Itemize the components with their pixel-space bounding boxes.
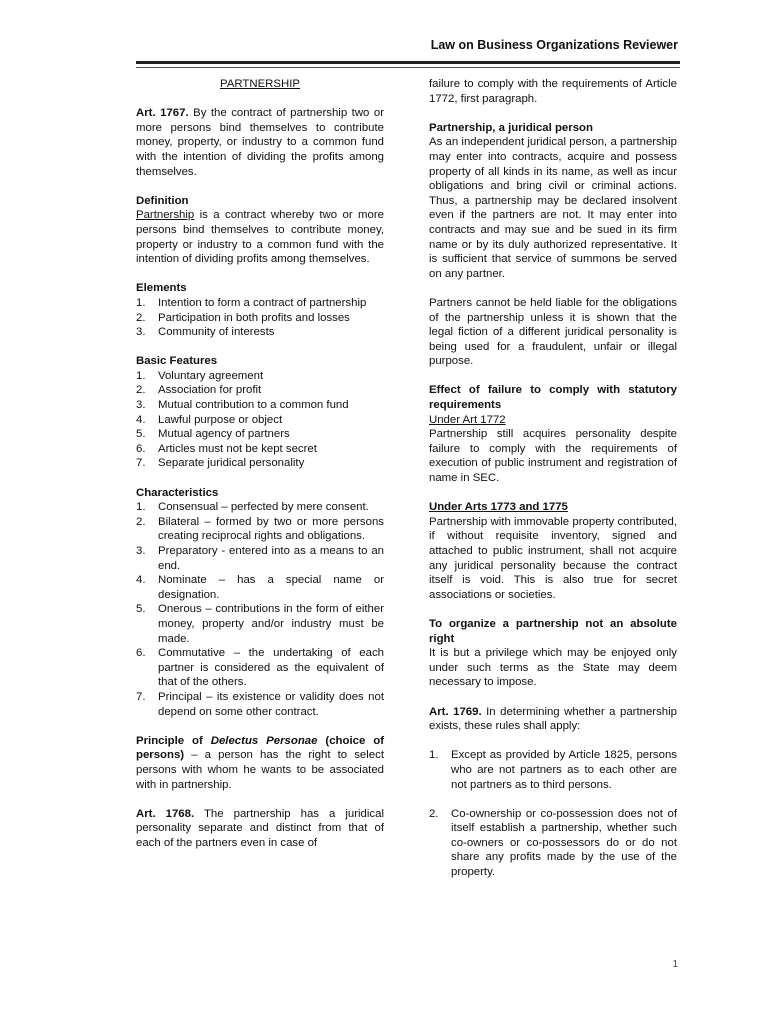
delectus-text: – a person has the right to select persons with whom he wants to be associated with in partnership.: [136, 749, 384, 791]
art-1767-label: Art. 1767.: [136, 107, 189, 120]
delectus-pre: Principle of: [136, 734, 211, 747]
list-number: 4.: [136, 574, 146, 587]
list-item: [136, 456, 384, 471]
list-number: 1.: [136, 296, 146, 309]
list-number: 2.: [136, 515, 146, 528]
left-column: [136, 77, 384, 850]
list-text: Intention to form a contract of partnership: [158, 296, 367, 309]
list-text: Onerous – contributions in the form of either money, property and/or industry must be made.: [158, 603, 384, 645]
list-number: 3.: [136, 545, 146, 557]
list-item: [136, 500, 384, 515]
list-item: [429, 748, 677, 792]
list-number: 1.: [429, 749, 439, 762]
list-item: [136, 296, 384, 311]
list-number: 7.: [136, 457, 146, 470]
juridical-person-paragraph: As an independent juridical person, a partnership may enter into contracts, acquire and possess property of all kinds in its name, as well as incur obligations and bring civil or criminal actions. Thus, a partnership may be declared insolvent even if the partners are not. It may enter into contracts and may sue and be sued in its firm name or by its duly authorized representative. It is sufficient that service of summons be served on any partner.: [429, 136, 677, 280]
organize-partnership-paragraph: It is but a privilege which may be enjoyed only under such terms as the State may deem necessary to impose.: [429, 647, 677, 689]
list-item: [136, 398, 384, 413]
list-number: 5.: [136, 603, 146, 616]
list-item: [429, 807, 677, 880]
list-number: 1.: [136, 369, 146, 382]
list-item: [136, 413, 384, 428]
list-item: [136, 369, 384, 384]
art-1769-paragraph: [429, 705, 677, 734]
list-text: Association for profit: [158, 384, 262, 397]
delectus-post: (choice of persons): [136, 734, 384, 762]
under-art-1772-paragraph: Partnership still acquires personality despite failure to comply with the requirements of execution of public instrument and registration of name in SEC.: [429, 428, 677, 485]
section-title: PARTNERSHIP: [220, 78, 300, 90]
list-text: Commutative – the undertaking of each partner is considered as the equivalent of that of the others.: [158, 647, 384, 689]
list-number: 5.: [136, 428, 146, 441]
under-arts-1773-1775-heading: Under Arts 1773 and 1775: [429, 501, 568, 514]
art-1767-text: By the contract of partnership two or more persons bind themselves to contribute money, property, or industry to a common fund with the intention of dividing the profits among themselves.: [136, 107, 384, 178]
list-number: 3.: [136, 326, 146, 339]
header-rule-thick: [136, 61, 680, 64]
list-item: [136, 544, 384, 573]
list-number: 2.: [429, 807, 439, 820]
list-number: 6.: [136, 647, 146, 660]
document-header-title: Law on Business Organizations Reviewer: [430, 38, 678, 52]
list-item: [136, 311, 384, 326]
basic-features-list: [136, 369, 384, 471]
list-text: Preparatory - entered into as a means to an end.: [158, 545, 384, 572]
organize-partnership-heading: To organize a partnership not an absolute right: [429, 617, 677, 645]
list-text: Except as provided by Article 1825, persons who are not partners as to each other are not partners as to third persons.: [451, 749, 677, 791]
art-1769-rules-list: [429, 748, 677, 879]
basic-features-heading: Basic Features: [136, 355, 218, 368]
list-number: 3.: [136, 399, 146, 412]
definition-text: is a contract whereby two or more persons bind themselves to contribute money, property or industry to a common fund with the intention of dividing profits among themselves.: [136, 209, 384, 266]
list-text: Mutual agency of partners: [158, 428, 290, 441]
effect-of-failure-heading: Effect of failure to comply with statutory requirements: [429, 384, 677, 412]
list-text: Mutual contribution to a common fund: [158, 399, 349, 412]
list-text: Consensual – perfected by mere consent.: [158, 501, 369, 514]
list-number: 6.: [136, 442, 146, 455]
characteristics-list: [136, 500, 384, 719]
art-1768-continued: failure to comply with the requirements of Article 1772, first paragraph.: [429, 78, 677, 105]
art-1767-paragraph: [136, 106, 384, 179]
list-number: 1.: [136, 501, 146, 514]
list-text: Separate juridical personality: [158, 457, 305, 470]
list-item: [136, 442, 384, 457]
list-text: Articles must not be kept secret: [158, 442, 317, 455]
list-item: [136, 515, 384, 544]
list-item: [136, 573, 384, 602]
list-item: [136, 602, 384, 646]
list-text: Voluntary agreement: [158, 369, 264, 382]
page-number: 1: [672, 959, 678, 970]
list-text: Lawful purpose or object: [158, 413, 283, 426]
right-column: [429, 77, 677, 880]
list-item: [136, 646, 384, 690]
art-1768-label: Art. 1768.: [136, 807, 195, 820]
list-text: Community of interests: [158, 326, 275, 339]
definition-term: Partnership: [136, 209, 195, 222]
header-rule-thin: [136, 67, 680, 68]
delectus-personae-paragraph: [136, 734, 384, 792]
under-arts-1773-1775-paragraph: Partnership with immovable property contributed, if without requisite inventory, signed and attached to public instrument, shall not acquire any juridical personality because the contract itself is void. This is also true for secret associations or societies.: [429, 515, 677, 601]
juridical-person-heading: Partnership, a juridical person: [429, 121, 593, 134]
under-art-1772-heading: Under Art 1772: [429, 413, 506, 426]
list-text: Bilateral – formed by two or more persons creating reciprocal rights and obligations.: [158, 515, 384, 543]
list-text: Participation in both profits and losses: [158, 311, 350, 324]
art-1768-paragraph: [136, 807, 384, 851]
list-item: [136, 325, 384, 340]
list-item: [136, 690, 384, 719]
characteristics-heading: Characteristics: [136, 486, 219, 499]
list-number: 4.: [136, 413, 146, 426]
list-item: [136, 383, 384, 398]
list-item: [136, 427, 384, 442]
elements-heading: Elements: [136, 282, 187, 295]
list-number: 7.: [136, 690, 146, 703]
list-number: 2.: [136, 311, 146, 324]
definition-heading: Definition: [136, 194, 189, 207]
art-1768-text: The partnership has a juridical personality separate and distinct from that of each of the partners even in case of: [136, 807, 384, 849]
definition-paragraph: [136, 208, 384, 266]
delectus-term: Delectus Personae: [210, 734, 318, 747]
partner-liability-paragraph: Partners cannot be held liable for the obligations of the partnership unless it is shown that the legal fiction of a different juridical personality is being used for a fraudulent, unfair or illegal purpose.: [429, 296, 677, 368]
list-text: Nominate – has a special name or designation.: [158, 574, 384, 601]
art-1769-text: In determining whether a partnership exists, these rules shall apply:: [429, 705, 677, 733]
elements-list: [136, 296, 384, 340]
art-1769-label: Art. 1769.: [429, 705, 482, 718]
list-text: Principal – its existence or validity does not depend on some other contract.: [158, 690, 384, 718]
list-number: 2.: [136, 384, 146, 397]
list-text: Co-ownership or co-possession does not of itself establish a partnership, whether such co-owners or co-possessors do or do not share any profits made by the use of the property.: [451, 807, 677, 879]
